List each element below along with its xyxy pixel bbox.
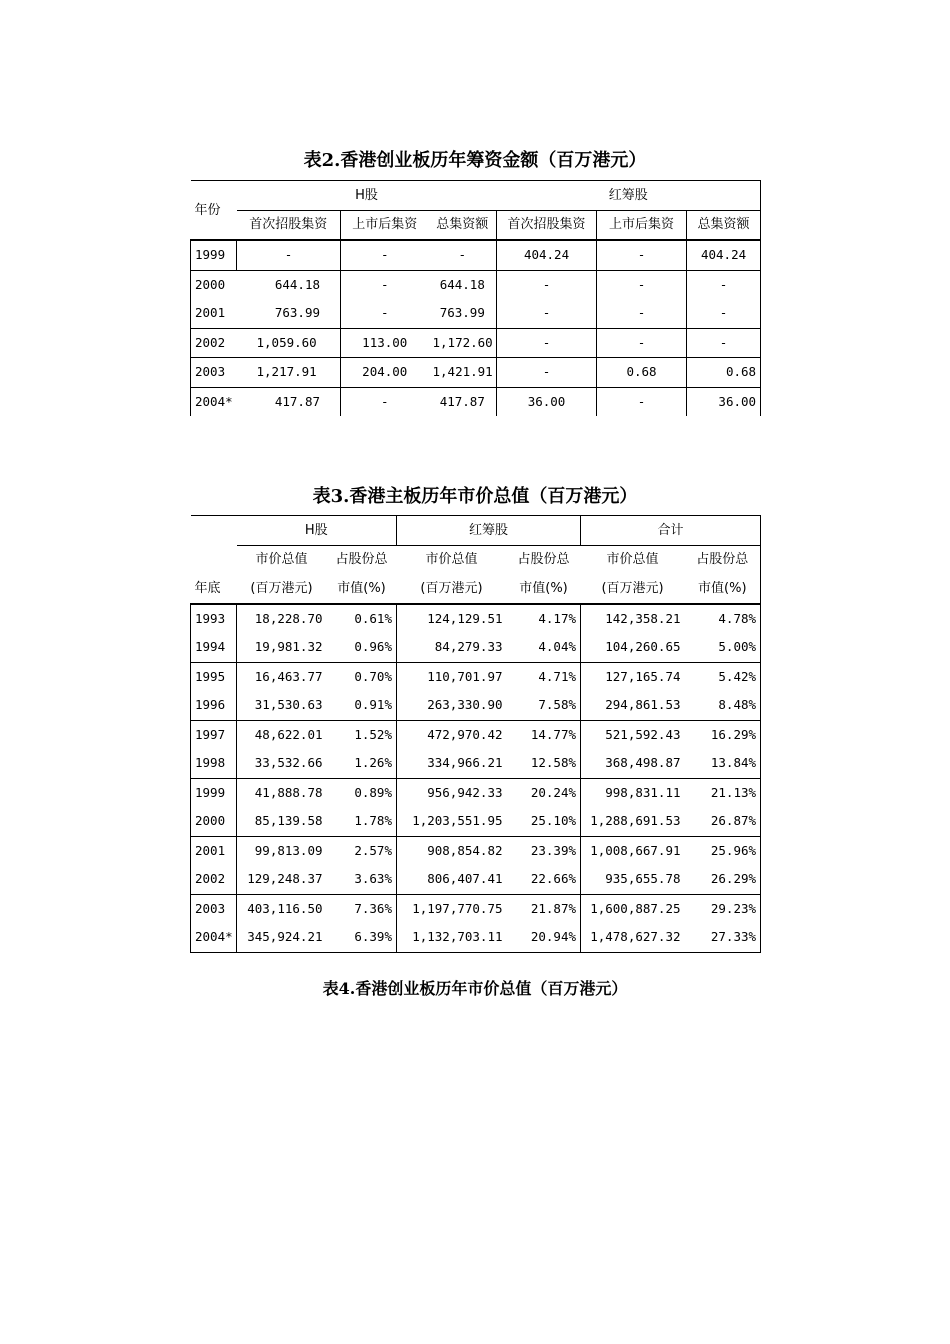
year-cell: 2001 (191, 836, 237, 865)
table2-gem-fundraising (190, 180, 761, 416)
data-cell: 26.29% (685, 865, 761, 894)
data-cell: - (497, 328, 597, 358)
data-cell: 5.42% (685, 662, 761, 691)
col-header: 市值(%) (507, 574, 581, 604)
data-cell: 1,132,703.11 (397, 923, 507, 952)
data-cell: - (237, 240, 341, 270)
table-row (191, 240, 761, 270)
data-cell: 124,129.51 (397, 604, 507, 634)
data-cell: 935,655.78 (581, 865, 685, 894)
col-header: 总集资额 (687, 210, 761, 240)
data-cell: 806,407.41 (397, 865, 507, 894)
data-cell: 1,203,551.95 (397, 807, 507, 836)
data-cell: - (341, 240, 429, 270)
col-header: 上市后集资 (341, 210, 429, 240)
total-group-header: 合计 (581, 516, 761, 546)
table-row (191, 923, 761, 952)
col-header: (百万港元) (237, 574, 327, 604)
col-header: 占股份总 (685, 545, 761, 574)
data-cell: - (341, 299, 429, 328)
data-cell: 417.87 (237, 387, 341, 416)
data-cell: 7.36% (354, 900, 392, 916)
year-cell: 2004* (191, 923, 237, 952)
data-cell: 0.68 (597, 358, 687, 388)
table-row (191, 299, 761, 328)
year-cell: 2003 (191, 894, 237, 923)
table-row (191, 358, 761, 388)
year-cell: 1997 (191, 720, 237, 749)
data-cell: 0.68 (687, 358, 761, 388)
table-row (191, 328, 761, 358)
data-cell: 21.13% (685, 778, 761, 807)
data-cell: 998,831.11 (581, 778, 685, 807)
year-cell: 1993 (191, 604, 237, 634)
data-cell: 22.66% (507, 865, 581, 894)
data-cell: 294,861.53 (581, 691, 685, 720)
data-cell: 0.96% (327, 633, 397, 662)
h-share-group-header: H股 (237, 181, 497, 211)
data-cell: 18,228.70 (237, 604, 327, 634)
data-cell: 345,924.21 (237, 923, 327, 952)
data-cell: 956,942.33 (397, 778, 507, 807)
data-cell: 204.00 (341, 358, 429, 388)
data-cell: 644.18 (439, 276, 485, 292)
table-row (191, 749, 761, 778)
year-cell: 1998 (191, 749, 237, 778)
year-header: 年份 (191, 181, 237, 241)
data-cell: 84,279.33 (397, 633, 507, 662)
data-cell: - (497, 270, 597, 299)
data-cell: 99,813.09 (237, 836, 327, 865)
col-header: 占股份总 (517, 552, 570, 568)
col-header: 市值(%) (327, 574, 397, 604)
data-cell: 129,248.37 (237, 865, 327, 894)
table-row (191, 633, 761, 662)
table-row (191, 604, 761, 634)
table-row (191, 691, 761, 720)
data-cell: 521,592.43 (581, 720, 685, 749)
col-header: 首次招股集资 (237, 210, 341, 240)
data-cell: 417.87 (429, 387, 497, 416)
data-cell: - (597, 299, 687, 328)
col-header: (百万港元) (397, 574, 507, 604)
col-header: 上市后集资 (597, 210, 687, 240)
data-cell: 5.00% (685, 633, 761, 662)
data-cell: 1,478,627.32 (581, 923, 685, 952)
data-cell: 16.29% (685, 720, 761, 749)
table-row (191, 662, 761, 691)
data-cell: 1,008,667.91 (581, 836, 685, 865)
table-row (191, 720, 761, 749)
data-cell: 48,622.01 (237, 720, 327, 749)
data-cell: - (687, 299, 761, 328)
data-cell: 142,358.21 (581, 604, 685, 634)
data-cell: 25.96% (685, 836, 761, 865)
data-cell: 1.78% (327, 807, 397, 836)
data-cell: 7.58% (507, 691, 581, 720)
data-cell: 0.61% (354, 610, 392, 626)
table3-title: 表3.香港主板历年市价总值（百万港元） (312, 486, 638, 507)
table-row (191, 778, 761, 807)
data-cell: 12.58% (507, 749, 581, 778)
data-cell: - (597, 240, 687, 270)
col-header: 市价总值 (425, 552, 478, 568)
data-cell: 23.39% (530, 842, 577, 858)
year-cell: 2002 (191, 865, 237, 894)
table4-title: 表4.香港创业板历年市价总值（百万港元） (322, 979, 628, 998)
blank-header (191, 516, 237, 546)
data-cell: 31,530.63 (237, 691, 327, 720)
data-cell: 33,532.66 (237, 749, 327, 778)
data-cell: 403,116.50 (237, 894, 327, 923)
data-cell: 104,260.65 (581, 633, 685, 662)
table-row (191, 894, 761, 923)
year-cell: 1996 (191, 691, 237, 720)
data-cell: 3.63% (327, 865, 397, 894)
table-row (191, 865, 761, 894)
data-cell: 29.23% (685, 894, 761, 923)
col-header: 首次招股集资 (497, 210, 597, 240)
data-cell: 908,854.82 (397, 836, 507, 865)
data-cell: 1,288,691.53 (581, 807, 685, 836)
data-cell: 8.48% (685, 691, 761, 720)
data-cell: - (597, 328, 687, 358)
data-cell: 1,421.91 (429, 358, 497, 388)
data-cell: 4.78% (685, 604, 761, 634)
data-cell: 763.99 (237, 299, 341, 328)
data-cell: 4.71% (538, 668, 577, 684)
data-cell: 334,966.21 (397, 749, 507, 778)
data-cell: 20.94% (507, 923, 581, 952)
data-cell: 4.17% (538, 610, 577, 626)
table-row (191, 270, 761, 299)
data-cell: 404.24 (687, 240, 761, 270)
data-cell: 13.84% (685, 749, 761, 778)
data-cell: 16,463.77 (237, 662, 327, 691)
data-cell: 1,197,770.75 (397, 894, 507, 923)
data-cell: 20.24% (530, 784, 577, 800)
red-chip-group-header: 红筹股 (497, 181, 761, 211)
data-cell: 36.00 (687, 387, 761, 416)
data-cell: 0.70% (354, 668, 392, 684)
table-row (191, 836, 761, 865)
year-cell: 2001 (191, 299, 237, 328)
col-header: (百万港元) (581, 574, 685, 604)
year-cell: 1999 (191, 778, 237, 807)
data-cell: - (429, 240, 497, 270)
data-cell: 1,059.60 (256, 334, 317, 350)
data-cell: 6.39% (327, 923, 397, 952)
data-cell: 0.89% (354, 784, 392, 800)
data-cell: 763.99 (429, 299, 497, 328)
table2-title: 表2.香港创业板历年筹资金额（百万港元） (303, 150, 647, 171)
year-cell: 2000 (191, 270, 237, 299)
data-cell: 25.10% (507, 807, 581, 836)
data-cell: 644.18 (274, 276, 320, 292)
year-cell: 1994 (191, 633, 237, 662)
year-cell: 2002 (191, 328, 237, 358)
year-cell: 2000 (191, 807, 237, 836)
data-cell: 41,888.78 (237, 778, 327, 807)
data-cell: - (687, 270, 761, 299)
data-cell: 1,217.91 (237, 358, 341, 388)
data-cell: 1,172.60 (432, 334, 493, 350)
blank-header (191, 545, 237, 574)
data-cell: 368,498.87 (581, 749, 685, 778)
data-cell: 472,970.42 (397, 720, 507, 749)
data-cell: 263,330.90 (397, 691, 507, 720)
data-cell: 14.77% (530, 726, 577, 742)
year-cell: 1995 (191, 662, 237, 691)
year-cell: 1999 (191, 240, 237, 270)
col-header: 市价总值 (255, 552, 308, 568)
data-cell: 110,701.97 (397, 662, 507, 691)
year-header: 年底 (191, 574, 237, 604)
data-cell: - (597, 387, 687, 416)
col-header: 总集资额 (429, 210, 497, 240)
data-cell: 4.04% (507, 633, 581, 662)
data-cell: - (497, 358, 597, 388)
table-row (191, 807, 761, 836)
h-share-group-header: H股 (237, 516, 397, 546)
data-cell: 1.52% (354, 726, 392, 742)
data-cell: 1.26% (327, 749, 397, 778)
data-cell: 19,981.32 (237, 633, 327, 662)
data-cell: - (687, 328, 761, 358)
col-header: 占股份总 (335, 552, 388, 568)
data-cell: 26.87% (685, 807, 761, 836)
data-cell: - (341, 387, 429, 416)
data-cell: 127,165.74 (581, 662, 685, 691)
data-cell: 1,600,887.25 (581, 894, 685, 923)
year-cell: 2003 (191, 358, 237, 388)
data-cell: 85,139.58 (237, 807, 327, 836)
year-cell: 2004* (191, 387, 237, 416)
data-cell: 21.87% (530, 900, 577, 916)
col-header: 市值(%) (685, 574, 761, 604)
data-cell: 2.57% (354, 842, 392, 858)
data-cell: 0.91% (327, 691, 397, 720)
data-cell: 404.24 (497, 240, 597, 270)
col-header: 市价总值 (606, 552, 659, 568)
table3-main-board-market-cap (190, 515, 761, 953)
data-cell: 27.33% (685, 923, 761, 952)
red-chip-group-header: 红筹股 (397, 516, 581, 546)
data-cell: - (497, 299, 597, 328)
data-cell: 113.00 (341, 328, 429, 358)
data-cell: - (597, 270, 687, 299)
table-row (191, 387, 761, 416)
data-cell: 36.00 (497, 387, 597, 416)
data-cell: - (341, 270, 429, 299)
